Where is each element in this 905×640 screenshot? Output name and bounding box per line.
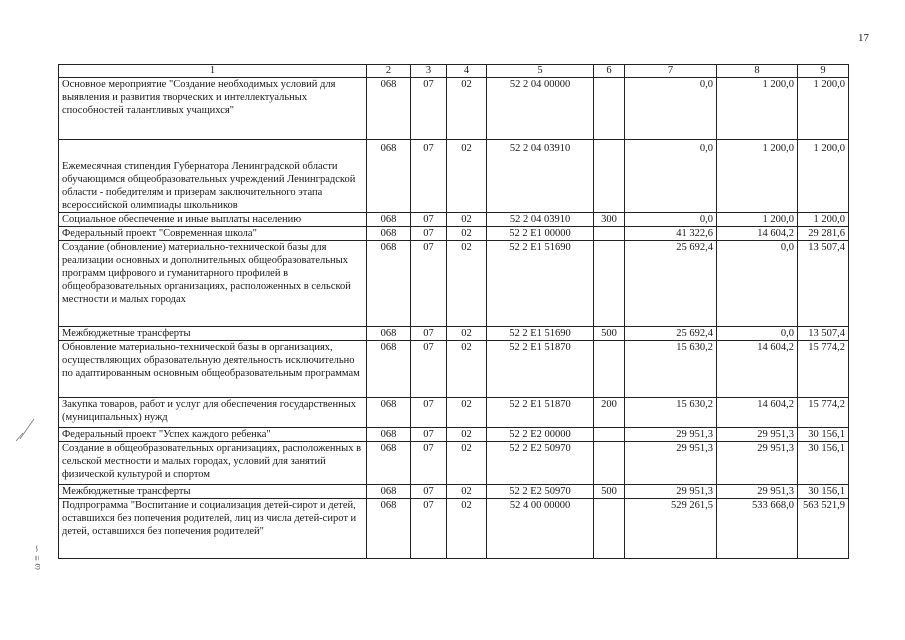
cell-amount-9: 13 507,4	[798, 241, 849, 327]
cell-amount-9: 15 774,2	[798, 398, 849, 428]
cell-section: 07	[411, 398, 447, 428]
cell-section: 07	[411, 227, 447, 241]
cell-admin-code: 068	[367, 213, 411, 227]
cell-section: 07	[411, 485, 447, 499]
cell-amount-7: 25 692,4	[625, 327, 717, 341]
cell-expense-type	[594, 78, 625, 140]
row-name: Межбюджетные трансферты	[59, 485, 367, 499]
table-row	[59, 78, 849, 140]
cell-amount-9: 30 156,1	[798, 442, 849, 485]
cell-amount-7: 15 630,2	[625, 341, 717, 398]
cell-amount-8: 0,0	[717, 327, 798, 341]
table-row	[59, 485, 849, 499]
cell-subsection: 02	[447, 78, 487, 140]
cell-expense-type	[594, 428, 625, 442]
row-name: Федеральный проект "Успех каждого ребенка"	[59, 428, 367, 442]
table-row	[59, 499, 849, 559]
header-col-8: 8	[717, 65, 798, 78]
cell-subsection: 02	[447, 341, 487, 398]
cell-amount-9: 30 156,1	[798, 428, 849, 442]
cell-admin-code: 068	[367, 442, 411, 485]
cell-admin-code: 068	[367, 398, 411, 428]
row-name: Создание в общеобразовательных организациях, расположенных в сельской местности и малых городах, условий для занятий физической культурой и спортом	[59, 442, 367, 485]
cell-amount-8: 14 604,2	[717, 341, 798, 398]
table-row	[59, 227, 849, 241]
cell-admin-code: 068	[367, 140, 411, 213]
table-row	[59, 398, 849, 428]
cell-admin-code: 068	[367, 499, 411, 559]
table-row	[59, 327, 849, 341]
cell-amount-9: 1 200,0	[798, 78, 849, 140]
cell-amount-8: 0,0	[717, 241, 798, 327]
cell-expense-type	[594, 341, 625, 398]
table-row	[59, 341, 849, 398]
pen-mark	[14, 415, 36, 445]
cell-amount-8: 14 604,2	[717, 227, 798, 241]
cell-target-code: 52 2 04 00000	[487, 78, 594, 140]
table-row	[59, 140, 849, 213]
cell-admin-code: 068	[367, 428, 411, 442]
cell-section: 07	[411, 241, 447, 327]
cell-amount-9: 13 507,4	[798, 327, 849, 341]
cell-expense-type	[594, 241, 625, 327]
table-row	[59, 428, 849, 442]
cell-amount-9: 15 774,2	[798, 341, 849, 398]
table-row	[59, 241, 849, 327]
cell-expense-type: 500	[594, 485, 625, 499]
cell-expense-type: 200	[594, 398, 625, 428]
cell-admin-code: 068	[367, 78, 411, 140]
cell-amount-9: 1 200,0	[798, 140, 849, 213]
cell-amount-8: 1 200,0	[717, 213, 798, 227]
cell-amount-7: 0,0	[625, 213, 717, 227]
cell-target-code: 52 2 E2 50970	[487, 442, 594, 485]
header-col-3: 3	[411, 65, 447, 78]
table-row	[59, 442, 849, 485]
cell-target-code: 52 2 E1 51870	[487, 398, 594, 428]
row-name: Основное мероприятие "Создание необходимых условий для выявления и развития творческих и интеллектуальных способностей талантливых учащихся"	[59, 78, 367, 140]
cell-amount-7: 29 951,3	[625, 485, 717, 499]
cell-amount-9: 563 521,9	[798, 499, 849, 559]
cell-subsection: 02	[447, 398, 487, 428]
cell-target-code: 52 2 E2 00000	[487, 428, 594, 442]
cell-amount-7: 41 322,6	[625, 227, 717, 241]
cell-admin-code: 068	[367, 241, 411, 327]
header-col-5: 5	[487, 65, 594, 78]
cell-subsection: 02	[447, 442, 487, 485]
cell-subsection: 02	[447, 499, 487, 559]
cell-target-code: 52 4 00 00000	[487, 499, 594, 559]
cell-subsection: 02	[447, 241, 487, 327]
cell-subsection: 02	[447, 227, 487, 241]
cell-amount-9: 30 156,1	[798, 485, 849, 499]
cell-amount-8: 1 200,0	[717, 140, 798, 213]
header-col-6: 6	[594, 65, 625, 78]
cell-amount-8: 29 951,3	[717, 428, 798, 442]
page-number: 17	[858, 32, 869, 44]
cell-section: 07	[411, 428, 447, 442]
cell-amount-9: 29 281,6	[798, 227, 849, 241]
cell-target-code: 52 2 04 03910	[487, 213, 594, 227]
cell-expense-type	[594, 499, 625, 559]
header-row	[59, 65, 849, 78]
cell-expense-type	[594, 140, 625, 213]
row-name: Подпрограмма "Воспитание и социализация детей-сирот и детей, оставшихся без попечения родителей, лиц из числа детей-сирот и детей, оставшихся без попечения родителей"	[59, 499, 367, 559]
cell-amount-9: 1 200,0	[798, 213, 849, 227]
cell-amount-7: 29 951,3	[625, 442, 717, 485]
margin-stamp: ω ≡ ∽	[32, 544, 43, 570]
cell-amount-8: 14 604,2	[717, 398, 798, 428]
cell-target-code: 52 2 E1 51690	[487, 327, 594, 341]
cell-amount-7: 29 951,3	[625, 428, 717, 442]
cell-amount-8: 29 951,3	[717, 442, 798, 485]
cell-target-code: 52 2 E2 50970	[487, 485, 594, 499]
cell-subsection: 02	[447, 213, 487, 227]
cell-target-code: 52 2 04 03910	[487, 140, 594, 213]
cell-amount-8: 533 668,0	[717, 499, 798, 559]
row-name: Закупка товаров, работ и услуг для обеспечения государственных (муниципальных) нужд	[59, 398, 367, 428]
cell-amount-7: 529 261,5	[625, 499, 717, 559]
cell-amount-7: 15 630,2	[625, 398, 717, 428]
cell-expense-type	[594, 442, 625, 485]
cell-subsection: 02	[447, 485, 487, 499]
row-name: Ежемесячная стипендия Губернатора Ленинградской области обучающимся общеобразовательных учреждений Ленинградской области - победителям и призерам заключительного этапа всероссийской олимпиады школьников	[59, 140, 367, 213]
cell-target-code: 52 2 E1 51690	[487, 241, 594, 327]
cell-amount-8: 1 200,0	[717, 78, 798, 140]
cell-target-code: 52 2 E1 51870	[487, 341, 594, 398]
cell-subsection: 02	[447, 327, 487, 341]
table-row	[59, 213, 849, 227]
cell-subsection: 02	[447, 428, 487, 442]
cell-expense-type: 300	[594, 213, 625, 227]
header-col-4: 4	[447, 65, 487, 78]
cell-section: 07	[411, 499, 447, 559]
cell-amount-7: 25 692,4	[625, 241, 717, 327]
budget-table	[58, 64, 849, 559]
cell-section: 07	[411, 442, 447, 485]
cell-section: 07	[411, 213, 447, 227]
row-name: Федеральный проект "Современная школа"	[59, 227, 367, 241]
cell-admin-code: 068	[367, 341, 411, 398]
cell-section: 07	[411, 140, 447, 213]
cell-amount-7: 0,0	[625, 140, 717, 213]
cell-admin-code: 068	[367, 227, 411, 241]
header-col-7: 7	[625, 65, 717, 78]
cell-section: 07	[411, 327, 447, 341]
row-name: Социальное обеспечение и иные выплаты населению	[59, 213, 367, 227]
header-col-1: 1	[59, 65, 367, 78]
cell-section: 07	[411, 341, 447, 398]
cell-target-code: 52 2 E1 00000	[487, 227, 594, 241]
cell-expense-type: 500	[594, 327, 625, 341]
cell-admin-code: 068	[367, 485, 411, 499]
header-col-9: 9	[798, 65, 849, 78]
cell-section: 07	[411, 78, 447, 140]
cell-admin-code: 068	[367, 327, 411, 341]
cell-amount-8: 29 951,3	[717, 485, 798, 499]
cell-amount-7: 0,0	[625, 78, 717, 140]
row-name: Обновление материально-технической базы в организациях, осуществляющих образовательную деятельность исключительно по адаптированным основным общеобразовательным программам	[59, 341, 367, 398]
row-name: Межбюджетные трансферты	[59, 327, 367, 341]
cell-subsection: 02	[447, 140, 487, 213]
row-name: Создание (обновление) материально-технической базы для реализации основных и дополнительных общеобразовательных программ цифрового и гуманитарного профилей в общеобразовательных организациях, расположенных в сельской местности и малых городах	[59, 241, 367, 327]
header-col-2: 2	[367, 65, 411, 78]
cell-expense-type	[594, 227, 625, 241]
